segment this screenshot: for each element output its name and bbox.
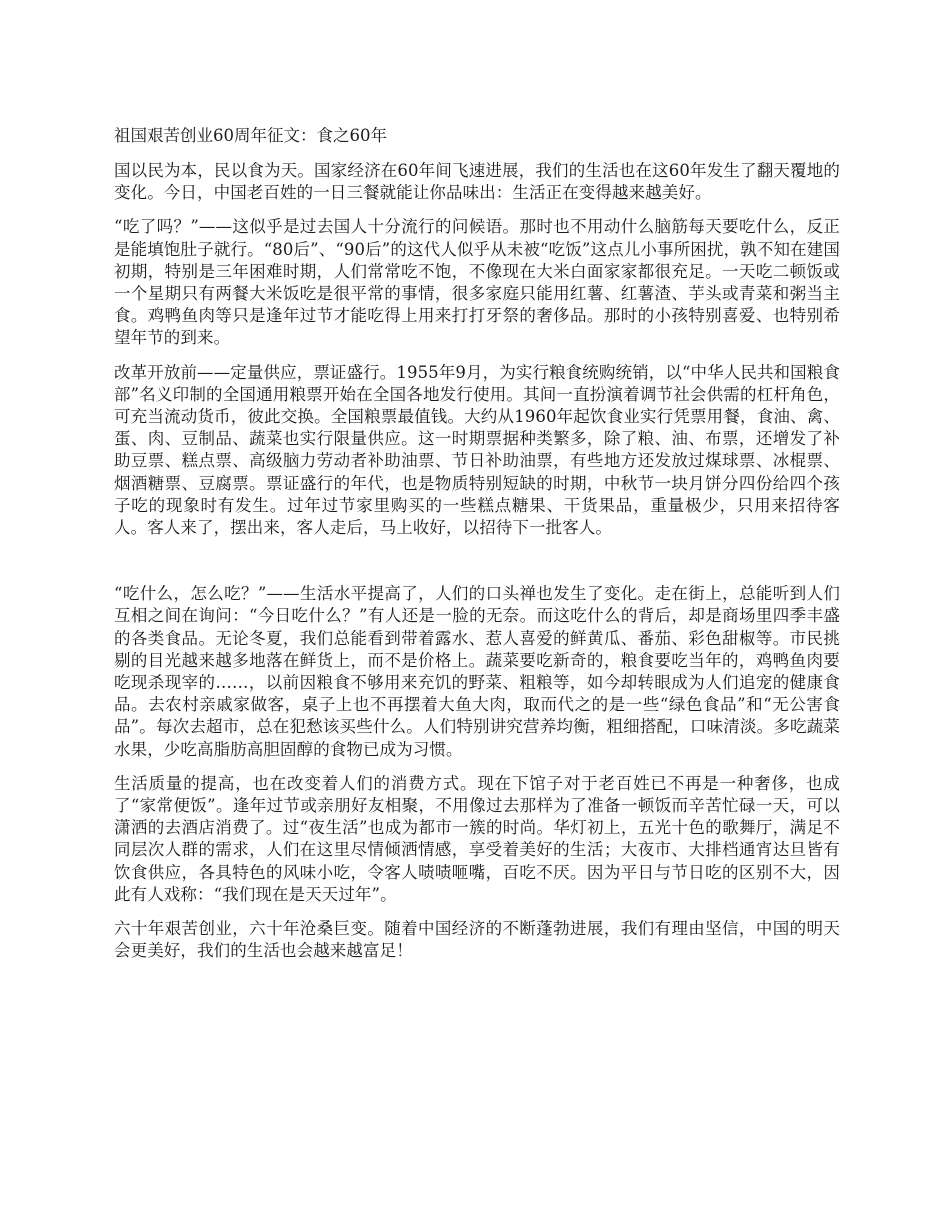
- section-spacer: [114, 551, 840, 583]
- paragraph-consumption: 生活质量的提高，也在改变着人们的消费方式。现在下馆子对于老百姓已不再是一种奢侈，也成了“家常便饭”。逢年过节或亲朋好友相聚，不用像过去那样为了准备一顿饭而辛苦忙碌一天，可以潇洒的去酒店消费了。过“夜生活”也成为都市一簇的时尚。华灯初上，五光十色的歌舞厅，满足不同层次人群的需求，人们在这里尽情倾洒情感，享受着美好的生活；大夜市、大排档通宵达旦皆有饮食供应，各具特色的风味小吃，令客人啧啧咂嘴，百吃不厌。因为平日与节日吃的区别不大，因此有人戏称：“我们现在是天天过年”。: [114, 773, 840, 904]
- paragraph-intro: 国以民为本，民以食为天。国家经济在60年间飞速进展，我们的生活也在这60年发生了翻天覆地的变化。今日，中国老百姓的一日三餐就能让你品味出：生活正在变得越来越美好。: [114, 161, 840, 203]
- document-page: [114, 124, 840, 975]
- paragraph-what-to-eat: “吃什么，怎么吃？”——生活水平提高了，人们的口头禅也发生了变化。走在街上，总能听到人们互相之间在询问：“今日吃什么？”有人还是一脸的无奈。而这吃什么的背后，却是商场里四季丰盛的各类食品。无论冬夏，我们总能看到带着露水、惹人喜爱的鲜黄瓜、番茄、彩色甜椒等。市民挑剔的目光越来越多地落在鲜货上，而不是价格上。蔬菜要吃新奇的，粮食要吃当年的，鸡鸭鱼肉要吃现杀现宰的……，以前因粮食不够用来充饥的野菜、粗粮等，如今却转眼成为人们追宠的健康食品。去农村亲戚家做客，桌子上也不再摆着大鱼大肉，取而代之的是一些“绿色食品”和“无公害食品”。每次去超市，总在犯愁该买些什么。人们特别讲究营养均衡，粗细搭配，口味清淡。多吃蔬菜水果，少吃高脂肪高胆固醇的食物已成为习惯。: [114, 584, 840, 759]
- paragraph-conclusion: 六十年艰苦创业，六十年沧桑巨变。随着中国经济的不断蓬勃进展，我们有理由坚信，中国的明天会更美好，我们的生活也会越来越富足！: [114, 919, 840, 961]
- document-title: 祖国艰苦创业60周年征文：食之60年: [114, 126, 387, 145]
- paragraph-ration-era: 改革开放前——定量供应，票证盛行。1955年9月，为实行粮食统购统销，以“中华人民共和国粮食部”名义印制的全国通用粮票开始在全国各地发行使用。其间一直扮演着调节社会供需的杠杆角色，可充当流动货币，彼此交换。全国粮票最值钱。大约从1960年起饮食业实行凭票用餐，食油、禽、蛋、肉、豆制品、蔬菜也实行限量供应。这一时期票据种类繁多，除了粮、油、布票，还增发了补助豆票、糕点票、高级脑力劳动者补助油票、节日补助油票，有些地方还发放过煤球票、冰棍票、烟酒糖票、豆腐票。票证盛行的年代，也是物质特别短缺的时期，中秋节一块月饼分四份给四个孩子吃的现象时有发生。过年过节家里购买的一些糕点糖果、干货果品，重量极少，只用来招待客人。客人来了，摆出来，客人走后，马上收好，以招待下一批客人。: [114, 362, 840, 538]
- paragraph-chile-ma: “吃了吗？”——这似乎是过去国人十分流行的问候语。那时也不用动什么脑筋每天要吃什么，反正是能填饱肚子就行。“80后”、“90后”的这代人似乎从未被“吃饭”这点儿小事所困扰，孰不知在建国初期，特别是三年困难时期，人们常常吃不饱，不像现在大米白面家家都很充足。一天吃二顿饭或一个星期只有两餐大米饭吃是很平常的事情，很多家庭只能用红薯、红薯渣、芋头或青菜和粥当主食。鸡鸭鱼肉等只是逢年过节才能吃得上用来打打牙祭的奢侈品。那时的小孩特别喜爱、也特别希望年节的到来。: [114, 217, 840, 348]
